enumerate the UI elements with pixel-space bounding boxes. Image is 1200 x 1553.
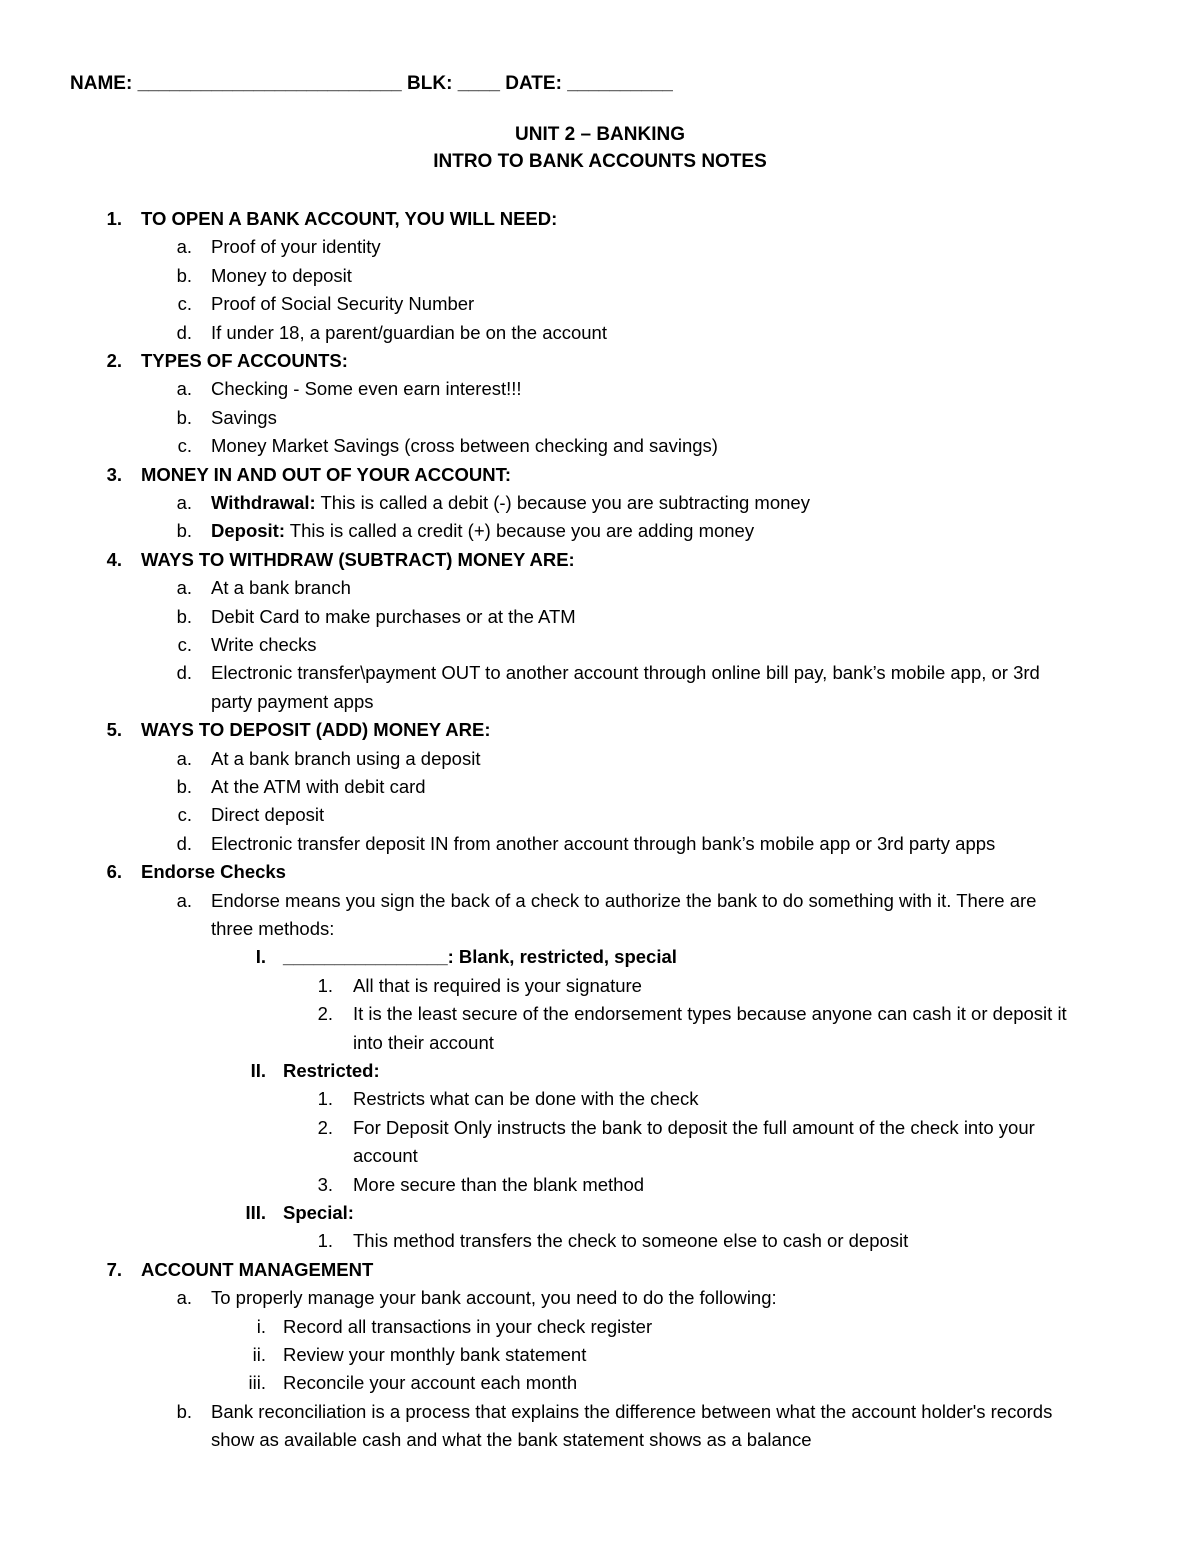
bold-term: MONEY IN AND OUT OF YOUR ACCOUNT: (141, 463, 512, 485)
date-blank: __________ (567, 73, 673, 94)
text-run: Restricts what can be done with the check (353, 1088, 699, 1110)
title-notes: INTRO TO BANK ACCOUNTS NOTES (433, 151, 767, 172)
list-marker: a. (176, 492, 192, 513)
list-text (211, 803, 324, 827)
text-run: This method transfers the check to someone else to cash or deposit (353, 1230, 909, 1252)
list-marker: 1. (317, 1088, 333, 1110)
list-text (141, 207, 557, 231)
text-run: Debit Card to make purchases or at the ATM (211, 605, 576, 627)
bold-term: ACCOUNT MANAGEMENT (141, 1258, 374, 1280)
bold-term: Deposit: (211, 520, 285, 542)
text-run: At a bank branch using a deposit (211, 747, 481, 769)
list-text-continued: three methods: (211, 918, 335, 939)
list-marker: III. (245, 1202, 266, 1223)
list-text (141, 1258, 373, 1282)
list-text (211, 321, 607, 345)
bold-term: WAYS TO WITHDRAW (SUBTRACT) MONEY ARE: (141, 548, 575, 570)
text-run: This is called a credit (+) because you are adding money (285, 520, 755, 542)
bold-term: ________________: Blank, restricted, special (283, 946, 677, 968)
list-text (211, 292, 474, 316)
list-text (211, 406, 277, 430)
list-text (211, 377, 522, 401)
list-marker: a. (176, 889, 192, 911)
list-marker: II. (250, 1060, 266, 1081)
list-text (353, 1002, 1067, 1026)
list-marker: I. (255, 946, 266, 968)
text-run: Proof of Social Security Number (211, 293, 475, 315)
list-marker: 3. (317, 1173, 333, 1195)
title-unit: UNIT 2 – BANKING (515, 124, 685, 145)
bold-term: WAYS TO DEPOSIT (ADD) MONEY ARE: (141, 719, 491, 741)
list-marker: a. (176, 378, 192, 400)
list-marker: d. (176, 662, 192, 684)
text-run: Money Market Savings (cross between checking and savings) (211, 435, 718, 457)
bold-term: Restricted: (283, 1060, 380, 1081)
list-marker: i. (256, 1315, 266, 1337)
list-marker: 5. (106, 719, 122, 741)
list-text (211, 434, 718, 458)
list-marker: 7. (106, 1258, 122, 1280)
list-text (211, 661, 1040, 685)
list-marker: 2. (317, 1003, 333, 1025)
list-text (353, 1087, 699, 1111)
text-run: It is the least secure of the endorsement types because anyone can cash it or deposit it (353, 1003, 1067, 1025)
list-text (141, 349, 348, 373)
list-marker: b. (176, 406, 192, 428)
name-blank: _________________________ (137, 73, 402, 94)
name-label: NAME: (70, 73, 133, 94)
bold-term: TYPES OF ACCOUNTS: (141, 350, 348, 371)
list-marker: 2. (317, 1116, 333, 1138)
date-label: DATE: (505, 73, 562, 94)
list-text (353, 974, 642, 998)
list-marker: b. (176, 1400, 192, 1422)
text-run: Review your monthly bank statement (283, 1344, 587, 1365)
list-marker: b. (176, 776, 192, 797)
list-marker: 1. (317, 1230, 333, 1252)
bold-term: Withdrawal: (211, 492, 316, 513)
list-text (211, 832, 995, 856)
bold-term: Endorse Checks (141, 861, 286, 883)
list-text (211, 889, 1036, 913)
list-text (283, 1371, 577, 1395)
list-marker: b. (176, 520, 192, 542)
list-marker: 1. (317, 974, 333, 996)
list-marker: d. (176, 832, 192, 854)
list-marker: c. (177, 804, 192, 826)
list-text (141, 718, 491, 742)
text-run: Reconcile your account each month (283, 1372, 578, 1394)
text-run: To properly manage your bank account, you need to do the following: (211, 1287, 777, 1309)
list-marker: b. (176, 264, 192, 286)
list-marker: ii. (252, 1344, 266, 1365)
list-text (211, 264, 352, 288)
list-text-continued: party payment apps (211, 690, 374, 712)
list-text (353, 1229, 908, 1253)
list-text (141, 860, 286, 884)
text-run: Bank reconciliation is a process that explains the difference between what the account holder's records (211, 1400, 1053, 1422)
list-text-continued: into their account (353, 1031, 494, 1053)
list-text (211, 605, 576, 629)
list-text (353, 1116, 1035, 1140)
list-marker: 4. (106, 548, 122, 570)
text-run: Direct deposit (211, 804, 325, 826)
header-line (70, 73, 673, 95)
text-run: Electronic transfer deposit IN from another account through bank’s mobile app or 3rd party apps (211, 832, 996, 854)
list-marker: c. (177, 293, 192, 315)
list-text (211, 235, 381, 259)
list-text (211, 576, 351, 600)
list-text-continued: show as available cash and what the bank statement shows as a balance (211, 1429, 812, 1451)
list-marker: 1. (106, 208, 122, 229)
list-text (283, 1343, 586, 1367)
list-marker: iii. (248, 1372, 266, 1394)
text-run: Write checks (211, 634, 317, 655)
list-marker: a. (176, 1287, 192, 1309)
list-marker: 6. (106, 861, 122, 883)
list-marker: d. (176, 321, 192, 343)
bold-term: Special: (283, 1202, 354, 1223)
list-text (211, 633, 317, 657)
list-marker: a. (176, 236, 192, 258)
text-run: At the ATM with debit card (211, 776, 426, 797)
text-run: This is called a debit (-) because you are subtracting money (315, 492, 810, 513)
list-text (211, 491, 810, 515)
list-text-continued: account (353, 1145, 418, 1167)
text-run: Electronic transfer\payment OUT to another account through online bill pay, bank’s mobile app, or 3rd (211, 662, 1040, 684)
list-text (283, 1201, 354, 1225)
text-run: At a bank branch (211, 577, 351, 599)
list-marker: c. (177, 634, 192, 655)
list-text (141, 463, 511, 487)
text-run: Record all transactions in your check register (283, 1315, 653, 1337)
text-run: Savings (211, 406, 277, 428)
text-run: All that is required is your signature (353, 974, 642, 996)
list-marker: a. (176, 747, 192, 769)
text-run: Checking - Some even earn interest!!! (211, 378, 522, 400)
list-marker: c. (177, 435, 192, 457)
list-marker: b. (176, 605, 192, 627)
list-text (141, 548, 575, 572)
list-text (211, 1400, 1052, 1424)
text-run: Proof of your identity (211, 236, 381, 258)
text-run: Endorse means you sign the back of a check to authorize the bank to do something with it. There are (211, 889, 1037, 911)
list-text (283, 1059, 380, 1083)
list-text (211, 1286, 777, 1310)
text-run: Money to deposit (211, 264, 352, 286)
list-text (283, 1315, 652, 1339)
bold-term: TO OPEN A BANK ACCOUNT, YOU WILL NEED: (141, 208, 558, 229)
list-text (353, 1173, 644, 1197)
text-run: If under 18, a parent/guardian be on the account (211, 321, 607, 343)
blk-label: BLK: (407, 73, 453, 94)
list-marker: 2. (106, 350, 122, 371)
list-text (211, 747, 480, 771)
list-text (283, 945, 677, 969)
list-text (211, 519, 754, 543)
list-text (211, 775, 426, 799)
text-run: More secure than the blank method (353, 1173, 645, 1195)
text-run: For Deposit Only instructs the bank to deposit the full amount of the check into your (353, 1116, 1035, 1138)
blk-blank: ____ (457, 73, 500, 94)
list-marker: a. (176, 577, 192, 599)
list-marker: 3. (106, 463, 122, 485)
